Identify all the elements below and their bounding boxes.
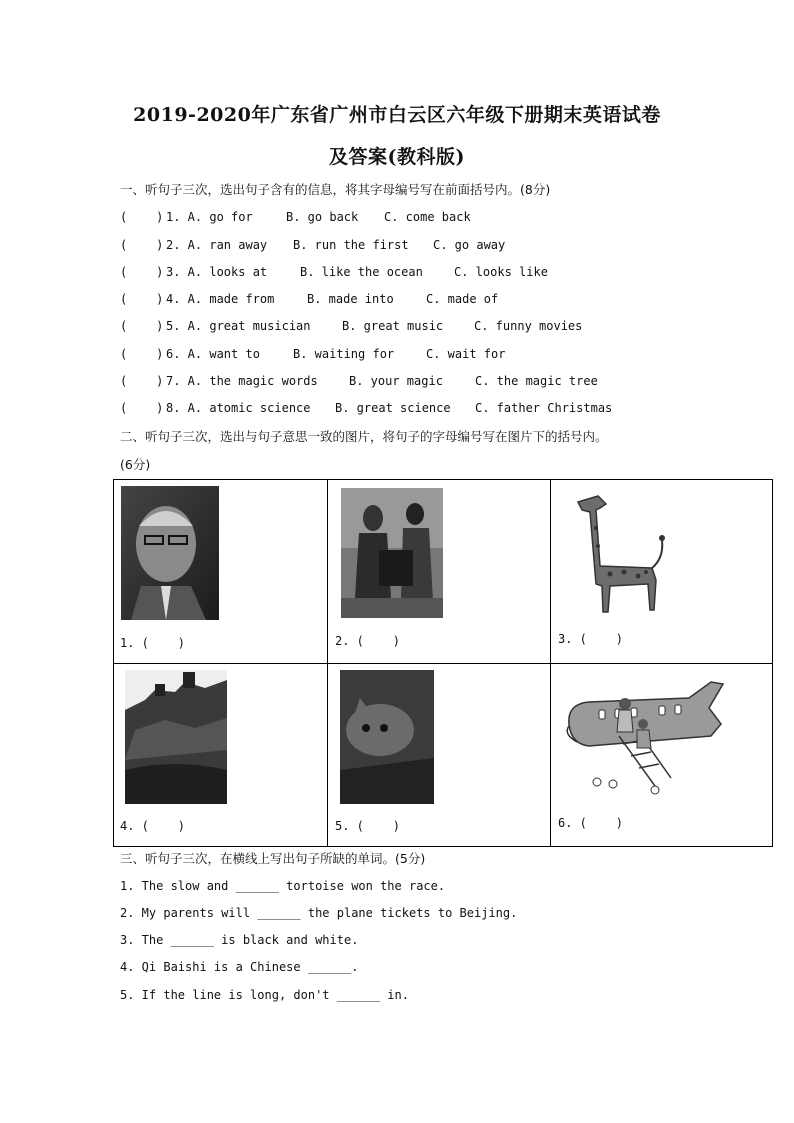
option-a: 3. A. looks at xyxy=(166,265,268,279)
part2-points: (6分) xyxy=(120,457,151,472)
picture-4-answer: 4. ( ) xyxy=(120,819,186,833)
option-c: C. funny movies xyxy=(474,319,583,333)
option-a: 5. A. great musician xyxy=(166,319,311,333)
option-a: 2. A. ran away xyxy=(166,238,268,252)
option-b: B. run the first xyxy=(293,238,409,252)
option-c: C. made of xyxy=(426,292,499,306)
portrait-man-image xyxy=(121,486,219,620)
option-b: B. great music xyxy=(342,319,444,333)
airplane-boarding-image xyxy=(559,674,731,804)
option-a: 6. A. want to xyxy=(166,347,260,361)
great-wall-image xyxy=(125,670,227,804)
answer-bracket: ( ) xyxy=(120,374,164,388)
part2-heading: 二、听句子三次，选出与句子意思一致的图片，将句子的字母编号写在图片下的括号内。 xyxy=(120,429,608,444)
doc-title-line1: 2019-2020年广东省广州市白云区六年级下册期末英语试卷 xyxy=(133,104,661,126)
option-b: B. great science xyxy=(335,401,451,415)
cat-image xyxy=(340,670,434,804)
option-c: C. looks like xyxy=(454,265,548,279)
option-b: B. waiting for xyxy=(293,347,395,361)
answer-bracket: ( ) xyxy=(120,292,164,306)
picture-5-answer: 5. ( ) xyxy=(335,819,401,833)
answer-bracket: ( ) xyxy=(120,319,164,333)
option-b: B. your magic xyxy=(349,374,443,388)
option-a: 7. A. the magic words xyxy=(166,374,318,388)
answer-bracket: ( ) xyxy=(120,238,164,252)
option-a: 8. A. atomic science xyxy=(166,401,311,415)
picture-grid xyxy=(113,479,773,847)
fill-item-4: 4. Qi Baishi is a Chinese ______. xyxy=(120,960,359,974)
part3-heading: 三、听句子三次，在横线上写出句子所缺的单词。(5分) xyxy=(120,851,426,866)
picture-3-answer: 3. ( ) xyxy=(558,632,624,646)
option-b: B. go back xyxy=(286,210,359,224)
fill-item-1: 1. The slow and ______ tortoise won the race. xyxy=(120,879,446,893)
picture-1-answer: 1. ( ) xyxy=(120,636,186,650)
fill-item-5: 5. If the line is long, don't ______ in. xyxy=(120,988,409,1002)
option-a: 1. A. go for xyxy=(166,210,253,224)
option-b: B. like the ocean xyxy=(300,265,423,279)
option-c: C. father Christmas xyxy=(475,401,613,415)
option-c: C. come back xyxy=(384,210,471,224)
answer-bracket: ( ) xyxy=(120,265,164,279)
picture-2-answer: 2. ( ) xyxy=(335,634,401,648)
option-a: 4. A. made from xyxy=(166,292,275,306)
answer-bracket: ( ) xyxy=(120,210,164,224)
fill-item-2: 2. My parents will ______ the plane tickets to Beijing. xyxy=(120,906,518,920)
option-c: C. go away xyxy=(433,238,506,252)
option-b: B. made into xyxy=(307,292,394,306)
answer-bracket: ( ) xyxy=(120,401,164,415)
giraffe-drawing-image xyxy=(566,488,674,618)
doc-title-line2: 及答案(教科版) xyxy=(329,146,465,168)
part1-heading: 一、听句子三次，选出句子含有的信息，将其字母编号写在前面括号内。(8分) xyxy=(120,182,551,197)
answer-bracket: ( ) xyxy=(120,347,164,361)
picture-6-answer: 6. ( ) xyxy=(558,816,624,830)
option-c: C. the magic tree xyxy=(475,374,598,388)
fill-item-3: 3. The ______ is black and white. xyxy=(120,933,359,947)
option-c: C. wait for xyxy=(426,347,506,361)
people-at-piano-image xyxy=(341,488,443,618)
